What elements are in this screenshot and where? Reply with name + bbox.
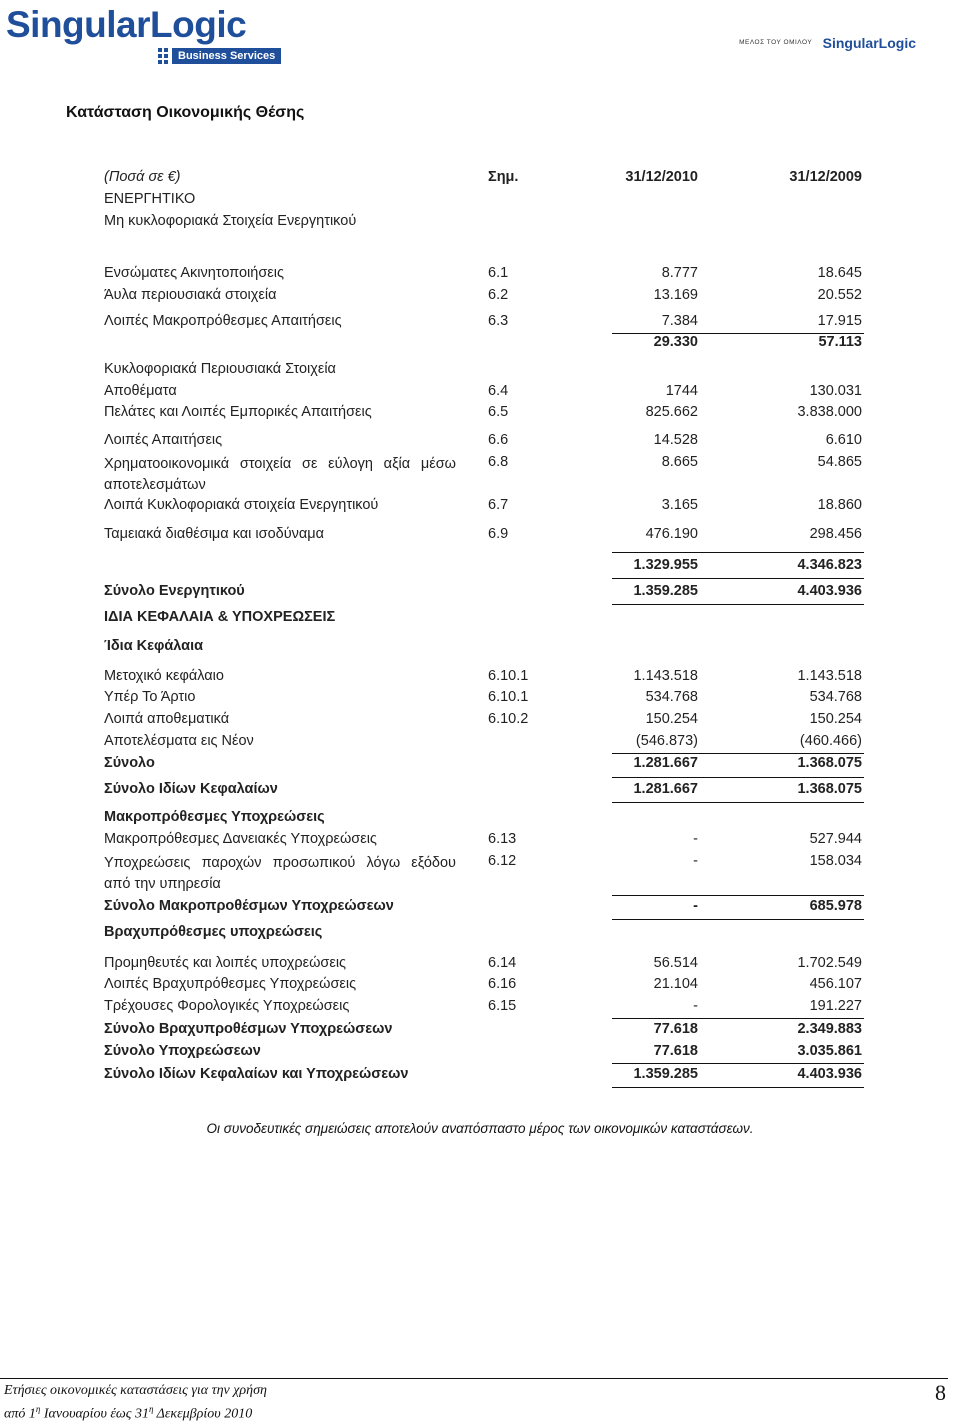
total-liabilities-row: Σύνολο Υποχρεώσεων 77.618 3.035.861 bbox=[104, 1043, 862, 1059]
table-row: Άυλα περιουσιακά στοιχεία 6.2 13.169 20.552 bbox=[104, 287, 862, 303]
group-member-logo bbox=[739, 34, 916, 52]
logo-dots-icon bbox=[158, 48, 170, 66]
table-row: Λοιπές Απαιτήσεις 6.6 14.528 6.610 bbox=[104, 432, 862, 448]
table-row: Μακροπρόθεσμες Δανειακές Υποχρεώσεις 6.13 - 527.944 bbox=[104, 831, 862, 847]
equity-heading: Ίδια Κεφάλαια bbox=[104, 638, 204, 654]
table-row: Λοιπές Μακροπρόθεσμες Απαιτήσεις 6.3 7.384 17.915 bbox=[104, 313, 862, 329]
logo-wordmark: SingularLogic bbox=[6, 4, 247, 45]
table-row: Ενσώματες Ακινητοποιήσεις 6.1 8.777 18.645 bbox=[104, 265, 862, 281]
year-2010-header: 31/12/2010 bbox=[625, 169, 698, 185]
total-underline bbox=[612, 604, 864, 605]
footer-line-1: Ετήσιες οικονομικές καταστάσεις για την χρήση bbox=[4, 1383, 267, 1398]
subtotal-divider bbox=[612, 777, 864, 778]
subtotal-divider bbox=[612, 552, 864, 553]
current-assets-heading: Κυκλοφοριακά Περιουσιακά Στοιχεία bbox=[104, 361, 336, 377]
total-underline bbox=[612, 1087, 864, 1088]
table-row: Αποτελέσματα εις Νέον (546.873) (460.466) bbox=[104, 733, 862, 749]
logo-subtitle: Business Services bbox=[172, 48, 281, 64]
footnote: Οι συνοδευτικές σημειώσεις αποτελούν αναπόσπαστο μέρος των οικονομικών καταστάσεων. bbox=[206, 1121, 754, 1136]
table-row: Λοιπά αποθεματικά 6.10.2 150.254 150.254 bbox=[104, 711, 862, 727]
footer-divider bbox=[0, 1378, 948, 1379]
table-row: Ταμειακά διαθέσιμα και ισοδύναμα 6.9 476.190 298.456 bbox=[104, 526, 862, 542]
table-row: Υποχρεώσεις παροχών προσωπικού λόγω εξόδου από την υπηρεσία 6.12 - 158.034 bbox=[104, 853, 862, 892]
assets-heading: ΕΝΕΡΓΗΤΙΚΟ bbox=[104, 191, 196, 207]
table-row: Υπέρ Το Άρτιο 6.10.1 534.768 534.768 bbox=[104, 689, 862, 705]
section-heading bbox=[104, 609, 864, 629]
subtotal-divider bbox=[612, 1063, 864, 1064]
total-assets-row: Σύνολο Ενεργητικού 1.359.285 4.403.936 bbox=[104, 583, 862, 599]
grand-total-row: Σύνολο Ιδίων Κεφαλαίων και Υποχρεώσεων 1.359.285 4.403.936 bbox=[104, 1066, 862, 1082]
table-row: Μετοχικό κεφάλαιο 6.10.1 1.143.518 1.143.518 bbox=[104, 668, 862, 684]
section-heading bbox=[104, 361, 864, 381]
longterm-heading: Μακροπρόθεσμες Υποχρεώσεις bbox=[104, 809, 325, 825]
noncurrent-heading: Μη κυκλοφοριακά Στοιχεία Ενεργητικού bbox=[104, 213, 357, 229]
section-heading bbox=[104, 191, 864, 211]
amounts-unit-label: (Ποσά σε €) bbox=[104, 169, 181, 185]
page-number: 8 bbox=[935, 1380, 946, 1405]
footer-line-2: από $1^\eta$ Ιανουαρίου έως $31^\eta$ Δεκεμβρίου 2010 bbox=[4, 1404, 253, 1422]
column-header-row bbox=[104, 169, 864, 189]
section-heading bbox=[104, 213, 864, 233]
group-logo-wordmark: SingularLogic bbox=[822, 34, 916, 51]
subtotal-row: 29.330 57.113 bbox=[653, 334, 862, 350]
table-row: Προμηθευτές και λοιπές υποχρεώσεις 6.14 56.514 1.702.549 bbox=[104, 955, 862, 971]
total-underline bbox=[612, 919, 864, 920]
company-logo bbox=[6, 2, 276, 62]
subtotal-divider bbox=[612, 753, 864, 754]
table-row: Τρέχουσες Φορολογικές Υποχρεώσεις 6.15 - 191.227 bbox=[104, 998, 862, 1014]
subtotal-divider bbox=[612, 895, 864, 896]
table-row: Λοιπά Κυκλοφοριακά στοιχεία Ενεργητικού 6.7 3.165 18.860 bbox=[104, 497, 862, 513]
table-row: Πελάτες και Λοιπές Εμπορικές Απαιτήσεις 6.5 825.662 3.838.000 bbox=[104, 404, 862, 420]
shortterm-heading: Βραχυπρόθεσμες υποχρεώσεις bbox=[104, 924, 323, 940]
subtotal-divider bbox=[612, 1018, 864, 1019]
total-equity-row: Σύνολο Ιδίων Κεφαλαίων 1.281.667 1.368.075 bbox=[104, 781, 862, 797]
equity-liabilities-heading: ΙΔΙΑ ΚΕΦΑΛΑΙΑ & ΥΠΟΧΡΕΩΣΕΙΣ bbox=[104, 609, 336, 625]
total-longterm-row: Σύνολο Μακροπροθέσμων Υποχρεώσεων - 685.978 bbox=[104, 898, 862, 914]
table-row: Λοιπές Βραχυπρόθεσμες Υποχρεώσεις 6.16 21.104 456.107 bbox=[104, 976, 862, 992]
total-shortterm-row: Σύνολο Βραχυπροθέσμων Υποχρεώσεων 77.618 2.349.883 bbox=[104, 1021, 862, 1037]
page-title: Κατάσταση Οικονομικής Θέσης bbox=[66, 104, 305, 121]
member-text: ΜΕΛΟΣ ΤΟΥ ΟΜΙΛΟΥ bbox=[739, 39, 813, 47]
table-row: Αποθέματα 6.4 1744 130.031 bbox=[104, 383, 862, 399]
total-underline bbox=[612, 802, 864, 803]
subtotal-row: Σύνολο 1.281.667 1.368.075 bbox=[104, 755, 862, 771]
section-heading bbox=[104, 924, 864, 944]
subtotal-divider bbox=[612, 578, 864, 579]
year-2009-header: 31/12/2009 bbox=[789, 169, 862, 185]
section-heading bbox=[104, 809, 864, 829]
table-row: Χρηματοοικονομικά στοιχεία σε εύλογη αξία μέσω αποτελεσμάτων 6.8 8.665 54.865 bbox=[104, 454, 862, 493]
note-column-header: Σημ. bbox=[488, 169, 519, 185]
subtotal-row: 1.329.955 4.346.823 bbox=[633, 557, 862, 573]
section-heading bbox=[104, 638, 864, 658]
